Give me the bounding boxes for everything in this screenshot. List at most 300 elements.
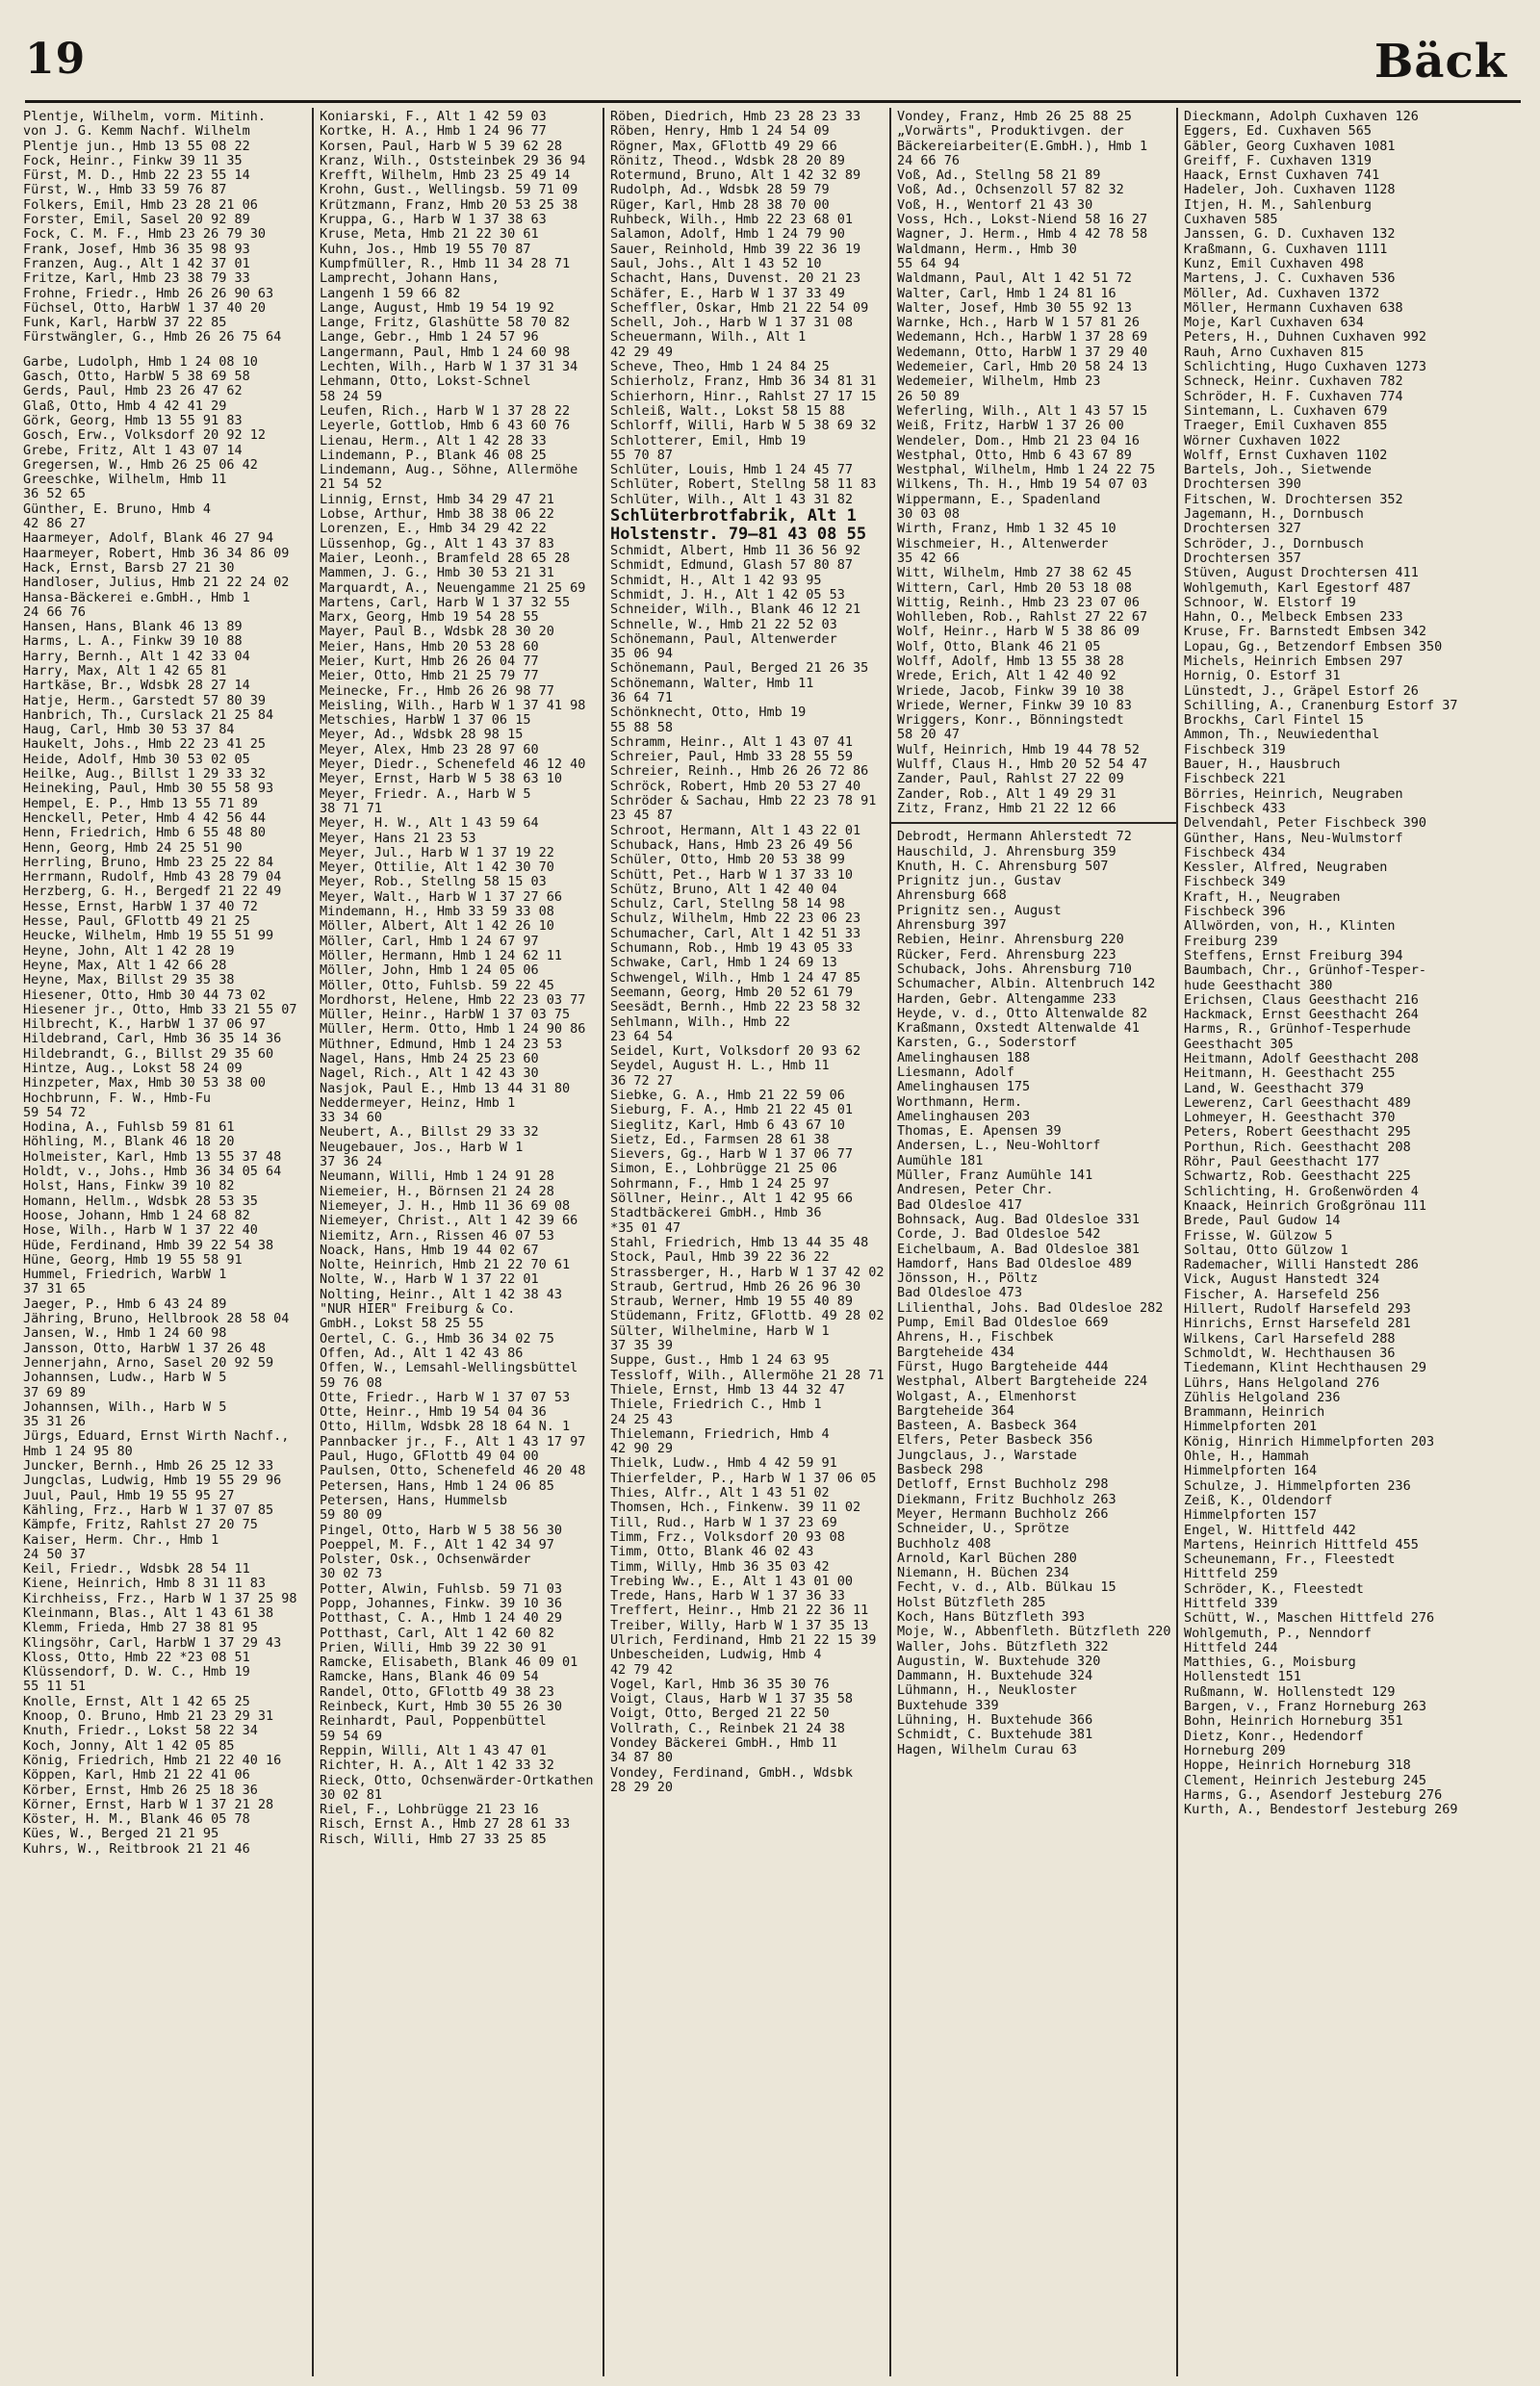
directory-entry: Offen, Ad., Alt 1 42 43 86 xyxy=(320,1346,524,1361)
directory-entry: Schröder & Sachau, Hmb 22 23 78 91 xyxy=(610,794,877,809)
directory-entry: Günther, Hans, Neu-Wulmstorf xyxy=(1184,831,1403,846)
directory-entry: Wedemeier, Wilhelm, Hmb 23 xyxy=(897,374,1101,390)
directory-entry: Hoose, Johann, Hmb 1 24 68 82 xyxy=(23,1208,250,1223)
directory-entry: Lindemann, Aug., Söhne, Allermöhe xyxy=(320,463,578,478)
directory-entry: Ulrich, Ferdinand, Hmb 21 22 15 39 xyxy=(610,1632,877,1648)
directory-entry: Ramcke, Elisabeth, Blank 46 09 01 xyxy=(320,1655,578,1671)
directory-entry: Schmoldt, W. Hechthausen 36 xyxy=(1184,1346,1396,1361)
directory-entry: Timm, Frz., Volksdorf 20 93 08 xyxy=(610,1529,845,1545)
directory-entry: Schnoor, W. Elstorf 19 xyxy=(1184,595,1356,610)
directory-entry: Wohlleben, Rob., Rahlst 27 22 67 xyxy=(897,610,1148,626)
directory-entry: Basbeck 298 xyxy=(897,1463,984,1478)
directory-entry: Nasjok, Paul E., Hmb 13 44 31 80 xyxy=(320,1081,571,1096)
directory-entry: Sieburg, F. A., Hmb 21 22 45 01 xyxy=(610,1103,853,1118)
directory-entry: Thies, Alfr., Alt 1 43 51 02 xyxy=(610,1486,830,1501)
directory-entry: Möller, Hermann Cuxhaven 638 xyxy=(1184,300,1403,316)
column-2 xyxy=(312,108,603,2376)
directory-entry: Lange, August, Hmb 19 54 19 92 xyxy=(320,300,554,316)
directory-entry: Meyer, Friedr. A., Harb W 5 xyxy=(320,786,531,802)
directory-entry: Kruse, Fr. Barnstedt Embsen 342 xyxy=(1184,625,1426,640)
directory-entry: Schäfer, E., Harb W 1 37 33 49 xyxy=(610,286,845,301)
directory-entry: Hansa-Bäckerei e.GmbH., Hmb 1 xyxy=(23,590,250,605)
directory-entry: Schuback, Johs. Ahrensburg 710 xyxy=(897,962,1132,977)
directory-entry: Potter, Alwin, Fuhlsb. 59 71 03 xyxy=(320,1581,562,1597)
directory-entry: Marquardt, A., Neuengamme 21 25 69 xyxy=(320,580,586,596)
directory-entry: Sauer, Reinhold, Hmb 39 22 36 19 xyxy=(610,242,861,257)
directory-entry: Himmelpforten 201 xyxy=(1184,1420,1318,1435)
directory-entry: Söllner, Heinr., Alt 1 42 95 66 xyxy=(610,1192,853,1207)
directory-entry: Kruse, Meta, Hmb 21 22 30 61 xyxy=(320,227,539,243)
directory-entry: Ramcke, Hans, Blank 46 09 54 xyxy=(320,1670,539,1685)
directory-entry: Hinzpeter, Max, Hmb 30 53 38 00 xyxy=(23,1076,266,1091)
directory-entry: Kranz, Wilh., Oststeinbek 29 36 94 xyxy=(320,153,586,168)
directory-entry: Homann, Hellm., Wdsbk 28 53 35 xyxy=(23,1193,258,1209)
directory-entry: Wolf, Heinr., Harb W 5 38 86 09 xyxy=(897,625,1140,640)
directory-entry: Cuxhaven 585 xyxy=(1184,213,1278,228)
directory-entry: Paul, Hugo, GFlottb 49 04 00 xyxy=(320,1450,539,1465)
directory-entry: Schröder, H. F. Cuxhaven 774 xyxy=(1184,389,1403,404)
directory-entry: Maier, Leonh., Bramfeld 28 65 28 xyxy=(320,551,571,566)
directory-entry: Greeschke, Wilhelm, Hmb 11 xyxy=(23,473,227,488)
directory-entry: Gosch, Erw., Volksdorf 20 92 12 xyxy=(23,428,266,444)
directory-entry: Kraft, H., Neugraben xyxy=(1184,889,1341,905)
directory-entry: Bad Oldesloe 473 xyxy=(897,1286,1023,1301)
directory-entry: Schramm, Heinr., Alt 1 43 07 41 xyxy=(610,734,853,750)
directory-entry: Tessloff, Wilh., Allermöhe 21 28 71 xyxy=(610,1368,885,1383)
directory-entry: Hilbrecht, K., HarbW 1 37 06 97 xyxy=(23,1017,266,1033)
directory-entry: Neumann, Willi, Hmb 1 24 91 28 xyxy=(320,1169,554,1185)
directory-entry: Erichsen, Claus Geesthacht 216 xyxy=(1184,992,1419,1008)
directory-entry: Stock, Paul, Hmb 39 22 36 22 xyxy=(610,1250,830,1266)
directory-entry: Wolf, Otto, Blank 46 21 05 xyxy=(897,639,1101,654)
directory-entry: Stahl, Friedrich, Hmb 13 44 35 48 xyxy=(610,1235,869,1250)
directory-entry: Holst Bützfleth 285 xyxy=(897,1595,1046,1610)
directory-entry: Peters, Robert Geesthacht 295 xyxy=(1184,1125,1411,1141)
directory-entry: Tiedemann, Klint Hechthausen 29 xyxy=(1184,1361,1426,1376)
directory-entry: Petersen, Hans, Hmb 1 24 06 85 xyxy=(320,1478,554,1494)
directory-entry: Wrede, Erich, Alt 1 42 40 92 xyxy=(897,669,1116,684)
directory-entry: 55 88 58 xyxy=(610,720,674,735)
directory-entry: Brockhs, Carl Fintel 15 xyxy=(1184,713,1364,729)
directory-entry: Handloser, Julius, Hmb 21 22 24 02 xyxy=(23,576,290,591)
directory-entry: Schütz, Bruno, Alt 1 42 40 04 xyxy=(610,882,837,897)
directory-entry: Thielemann, Friedrich, Hmb 4 xyxy=(610,1426,830,1442)
directory-entry: Fürstwängler, G., Hmb 26 26 75 64 xyxy=(23,330,282,346)
directory-entry: Detloff, Ernst Buchholz 298 xyxy=(897,1477,1109,1493)
directory-entry: Timm, Otto, Blank 46 02 43 xyxy=(610,1545,814,1560)
directory-entry: Wedemeier, Carl, Hmb 20 58 24 13 xyxy=(897,360,1148,375)
directory-entry: Pannbacker jr., F., Alt 1 43 17 97 xyxy=(320,1434,586,1450)
directory-entry: Schmidt, J. H., Alt 1 42 05 53 xyxy=(610,587,845,603)
directory-entry: Meier, Otto, Hmb 21 25 79 77 xyxy=(320,669,539,684)
spacer xyxy=(23,346,307,355)
directory-entry: Neubert, A., Billst 29 33 32 xyxy=(320,1125,539,1141)
directory-entry: Peters, H., Duhnen Cuxhaven 992 xyxy=(1184,330,1426,346)
directory-entry: 35 31 26 xyxy=(23,1415,87,1430)
directory-entry: Mayer, Paul B., Wdsbk 28 30 20 xyxy=(320,625,554,640)
directory-entry: Weferling, Wilh., Alt 1 43 57 15 xyxy=(897,403,1148,419)
directory-entry: Möller, Albert, Alt 1 42 26 10 xyxy=(320,919,554,935)
directory-entry: Potthast, Carl, Alt 1 42 60 82 xyxy=(320,1626,554,1641)
directory-entry: Meinecke, Fr., Hmb 26 26 98 77 xyxy=(320,683,554,699)
directory-entry: Sintemann, L. Cuxhaven 679 xyxy=(1184,403,1388,419)
directory-entry: Meyer, Rob., Stellng 58 15 03 xyxy=(320,875,547,890)
directory-entry: Sehlmann, Wilh., Hmb 22 xyxy=(610,1014,790,1030)
directory-entry: Rauh, Arno Cuxhaven 815 xyxy=(1184,345,1364,360)
directory-entry: Drochtersen 357 xyxy=(1184,551,1301,566)
directory-entry: Itjen, H. M., Sahlenburg xyxy=(1184,197,1373,213)
directory-entry: Hittfeld 259 xyxy=(1184,1567,1278,1582)
directory-entry: Straub, Werner, Hmb 19 55 40 89 xyxy=(610,1295,853,1310)
directory-entry: Saul, Johs., Alt 1 43 52 10 xyxy=(610,256,822,271)
directory-entry: Voigt, Otto, Berged 21 22 50 xyxy=(610,1706,830,1722)
directory-entry: Fischbeck 434 xyxy=(1184,845,1286,860)
directory-entry: Lilienthal, Johs. Bad Oldesloe 282 xyxy=(897,1300,1164,1316)
directory-entry: Rademacher, Willi Hanstedt 286 xyxy=(1184,1258,1419,1273)
directory-entry: Vondey, Ferdinand, GmbH., Wdsbk xyxy=(610,1765,853,1781)
directory-entry: Knuth, H. C. Ahrensburg 507 xyxy=(897,859,1109,874)
directory-entry: 36 64 71 xyxy=(610,690,674,706)
directory-entry: Geesthacht 305 xyxy=(1184,1037,1294,1052)
directory-entry: Nolte, Heinrich, Hmb 21 22 70 61 xyxy=(320,1258,571,1273)
directory-entry: Fürst, W., Hmb 33 59 76 87 xyxy=(23,183,227,198)
directory-entry: Lüssenhop, Gg., Alt 1 43 37 83 xyxy=(320,536,554,552)
directory-entry: Kraßmann, G. Cuxhaven 1111 xyxy=(1184,242,1388,257)
directory-entry: Drochtersen 327 xyxy=(1184,522,1301,537)
directory-entry: Amelinghausen 188 xyxy=(897,1050,1031,1065)
directory-entry: 55 11 51 xyxy=(23,1680,87,1695)
directory-entry: Westphal, Albert Bargteheide 224 xyxy=(897,1374,1148,1390)
directory-entry: Dietz, Konr., Hedendorf xyxy=(1184,1729,1364,1744)
directory-entry: Witt, Wilhelm, Hmb 27 38 62 45 xyxy=(897,566,1132,581)
directory-entry: Schönemann, Walter, Hmb 11 xyxy=(610,676,814,691)
directory-entry: Körner, Ernst, Harb W 1 37 21 28 xyxy=(23,1797,274,1812)
directory-entry: 30 02 73 xyxy=(320,1567,383,1582)
directory-entry: Scheffler, Oskar, Hmb 21 22 54 09 xyxy=(610,300,869,316)
directory-entry: Meyer, Jul., Harb W 1 37 19 22 xyxy=(320,845,554,860)
directory-entry: Wilkens, Th. H., Hmb 19 54 07 03 xyxy=(897,477,1148,493)
directory-entry: Haack, Ernst Cuxhaven 741 xyxy=(1184,168,1380,184)
directory-entry: Wriede, Werner, Finkw 39 10 83 xyxy=(897,698,1132,713)
directory-entry: Herrmann, Rudolf, Hmb 43 28 79 04 xyxy=(23,870,282,885)
directory-entry: Gasch, Otto, HarbW 5 38 69 58 xyxy=(23,370,250,385)
directory-entry: Heide, Adolf, Hmb 30 53 02 05 xyxy=(23,752,250,767)
directory-entry: Steffens, Ernst Freiburg 394 xyxy=(1184,948,1403,963)
directory-entry: Schröder, K., Fleestedt xyxy=(1184,1581,1364,1597)
directory-entry: Wendeler, Dom., Hmb 21 23 04 16 xyxy=(897,433,1140,449)
directory-entry: Wirth, Franz, Hmb 1 32 45 10 xyxy=(897,522,1116,537)
directory-entry: Fischbeck 319 xyxy=(1184,742,1286,757)
directory-entry: Wagner, J. Herm., Hmb 4 42 78 58 xyxy=(897,227,1148,243)
directory-entry: Kiene, Heinrich, Hmb 8 31 11 83 xyxy=(23,1577,266,1592)
directory-entry: 35 06 94 xyxy=(610,647,674,662)
directory-entry: Ahrens, H., Fischbek xyxy=(897,1330,1054,1346)
directory-entry: Hauschild, J. Ahrensburg 359 xyxy=(897,844,1116,859)
directory-entry: Schumann, Rob., Hmb 19 43 05 33 xyxy=(610,941,853,957)
directory-entry: Stüven, August Drochtersen 411 xyxy=(1184,566,1419,581)
directory-entry: Kraßmann, Oxstedt Altenwalde 41 xyxy=(897,1021,1140,1037)
directory-entry: Fock, C. M. F., Hmb 23 26 79 30 xyxy=(23,227,266,243)
directory-entry: Treffert, Heinr., Hmb 21 22 36 11 xyxy=(610,1603,869,1619)
directory-entry: Suppe, Gust., Hmb 1 24 63 95 xyxy=(610,1353,830,1369)
directory-entry: Schlorff, Willi, Harb W 5 38 69 32 xyxy=(610,419,877,434)
directory-entry: Riel, F., Lohbrügge 21 23 16 xyxy=(320,1803,539,1818)
directory-entry: 37 31 65 xyxy=(23,1282,87,1297)
directory-entry: Metschies, HarbW 1 37 06 15 xyxy=(320,713,531,729)
directory-entry: Ruhbeck, Wilh., Hmb 22 23 68 01 xyxy=(610,213,853,228)
directory-entry: Kurth, A., Bendestorf Jesteburg 269 xyxy=(1184,1803,1458,1818)
directory-entry: Traeger, Emil Cuxhaven 855 xyxy=(1184,419,1388,434)
directory-entry: Hüde, Ferdinand, Hmb 39 22 54 38 xyxy=(23,1238,274,1253)
directory-entry: Polster, Osk., Ochsenwärder xyxy=(320,1552,531,1568)
directory-entry: Henn, Georg, Hmb 24 25 51 90 xyxy=(23,840,243,856)
directory-entry: Kämpfe, Fritz, Rahlst 27 20 75 xyxy=(23,1518,258,1533)
directory-entry: Hodina, A., Fuhlsb 59 81 61 xyxy=(23,1120,235,1136)
directory-entry: Krefft, Wilhelm, Hmb 23 25 49 14 xyxy=(320,168,571,184)
directory-entry: Matthies, G., Moisburg xyxy=(1184,1655,1356,1671)
directory-entry: Meyer, Hans 21 23 53 xyxy=(320,831,476,846)
directory-entry: Hummel, Friedrich, WarbW 1 xyxy=(23,1268,227,1283)
directory-entry: Reppin, Willi, Alt 1 43 47 01 xyxy=(320,1743,547,1758)
directory-entry: Strassberger, H., Harb W 1 37 42 02 xyxy=(610,1265,885,1280)
directory-entry: Gäbler, Georg Cuxhaven 1081 xyxy=(1184,139,1396,154)
directory-entry: Thomas, E. Apensen 39 xyxy=(897,1124,1062,1140)
directory-entry: Langenh 1 59 66 82 xyxy=(320,286,461,301)
directory-entry: Bohn, Heinrich Horneburg 351 xyxy=(1184,1714,1403,1730)
directory-entry: Röhr, Paul Geesthacht 177 xyxy=(1184,1155,1380,1170)
directory-entry: Kumpfmüller, R., Hmb 11 34 28 71 xyxy=(320,256,571,271)
directory-entry: Röben, Henry, Hmb 1 24 54 09 xyxy=(610,124,830,140)
directory-entry: Hempel, E. P., Hmb 13 55 71 89 xyxy=(23,796,258,811)
directory-entry: Diekmann, Fritz Buchholz 263 xyxy=(897,1492,1116,1507)
directory-entry: Trede, Hans, Harb W 1 37 36 33 xyxy=(610,1589,845,1604)
column-1 xyxy=(21,108,312,2376)
directory-entry: Meyer, Walt., Harb W 1 37 27 66 xyxy=(320,889,562,905)
directory-entry: Simon, E., Lohbrügge 21 25 06 xyxy=(610,1162,837,1177)
directory-entry: Delvendahl, Peter Fischbeck 390 xyxy=(1184,816,1426,832)
directory-entry: Schulz, Wilhelm, Hmb 22 23 06 23 xyxy=(610,911,861,927)
directory-entry: Timm, Willy, Hmb 36 35 03 42 xyxy=(610,1559,830,1575)
directory-entry: 26 50 89 xyxy=(897,389,961,404)
directory-entry: Schlüter, Louis, Hmb 1 24 45 77 xyxy=(610,463,853,478)
directory-entry: Meisling, Wilh., Harb W 1 37 41 98 xyxy=(320,698,586,713)
directory-entry: 55 64 94 xyxy=(897,256,961,271)
directory-entry: Debrodt, Hermann Ahlerstedt 72 xyxy=(897,830,1132,845)
directory-entry: Kirchheiss, Frz., Harb W 1 37 25 98 xyxy=(23,1591,297,1606)
directory-entry: Knolle, Ernst, Alt 1 42 65 25 xyxy=(23,1694,250,1709)
directory-entry: Schröder, J., Dornbusch xyxy=(1184,536,1364,552)
directory-entry: Seydel, August H. L., Hmb 11 xyxy=(610,1059,830,1074)
directory-entry: Drochtersen 390 xyxy=(1184,477,1301,493)
directory-entry: Waldmann, Paul, Alt 1 42 51 72 xyxy=(897,271,1132,287)
directory-entry: Voß, H., Wentorf 21 43 30 xyxy=(897,197,1093,213)
directory-entry: Nagel, Hans, Hmb 24 25 23 60 xyxy=(320,1052,539,1066)
directory-entry: Schmidt, C. Buxtehude 381 xyxy=(897,1728,1093,1743)
directory-entry: Schreier, Paul, Hmb 33 28 55 59 xyxy=(610,750,853,765)
directory-entry: Fecht, v. d., Alb. Bülkau 15 xyxy=(897,1580,1116,1596)
directory-entry: Thierfelder, P., Harb W 1 37 06 05 xyxy=(610,1471,877,1486)
directory-entry: Lindemann, P., Blank 46 08 25 xyxy=(320,448,547,463)
directory-entry: Wippermann, E., Spadenland xyxy=(897,492,1101,507)
directory-entry: Bohnsack, Aug. Bad Oldesloe 331 xyxy=(897,1212,1140,1227)
directory-entry: hude Geesthacht 380 xyxy=(1184,978,1333,993)
directory-entry: 59 54 72 xyxy=(23,1105,87,1120)
directory-entry: Bargteheide 364 xyxy=(897,1403,1014,1419)
directory-entry: Hesse, Ernst, HarbW 1 37 40 72 xyxy=(23,899,258,914)
directory-entry: Bauer, H., Hausbruch xyxy=(1184,757,1341,773)
directory-entry: Heitmann, H. Geesthacht 255 xyxy=(1184,1066,1396,1082)
directory-entry: GmbH., Lokst 58 25 55 xyxy=(320,1317,484,1332)
directory-entry: Jungclas, Ludwig, Hmb 19 55 29 96 xyxy=(23,1474,282,1489)
directory-entry: Kortke, H. A., Hmb 1 24 96 77 xyxy=(320,124,547,140)
directory-entry: Walter, Carl, Hmb 1 24 81 16 xyxy=(897,286,1116,301)
directory-entry: Schlichting, Hugo Cuxhaven 1273 xyxy=(1184,360,1426,375)
directory-entry: Holst, Hans, Finkw 39 10 82 xyxy=(23,1179,235,1194)
directory-entry: 28 29 20 xyxy=(610,1780,674,1795)
directory-entry: 59 80 09 xyxy=(320,1508,383,1524)
directory-entry: Siebke, G. A., Hmb 21 22 59 06 xyxy=(610,1089,845,1103)
directory-entry: Knaack, Heinrich Großgrönau 111 xyxy=(1184,1198,1426,1214)
directory-entry: Fischbeck 396 xyxy=(1184,905,1286,920)
directory-entry: Seesädt, Bernh., Hmb 22 23 58 32 xyxy=(610,1000,861,1015)
directory-entry: Lienau, Herm., Alt 1 42 28 33 xyxy=(320,433,547,449)
directory-entry: Hackmack, Ernst Geesthacht 264 xyxy=(1184,1008,1419,1023)
directory-entry: Fritze, Karl, Hmb 23 38 79 33 xyxy=(23,271,250,287)
directory-entry: Wolff, Adolf, Hmb 13 55 38 28 xyxy=(897,654,1124,669)
directory-entry: Meyer, Ernst, Harb W 5 38 63 10 xyxy=(320,772,562,787)
directory-entry: Langermann, Paul, Hmb 1 24 60 98 xyxy=(320,345,571,360)
directory-entry: Martens, J. C. Cuxhaven 536 xyxy=(1184,271,1396,287)
directory-entry: Martens, Heinrich Hittfeld 455 xyxy=(1184,1537,1419,1552)
directory-entry: Lühning, H. Buxtehude 366 xyxy=(897,1713,1093,1729)
directory-entry: von J. G. Kemm Nachf. Wilhelm xyxy=(23,124,250,140)
directory-entry: Plentje jun., Hmb 13 55 08 22 xyxy=(23,139,250,154)
directory-entry: Folkers, Emil, Hmb 23 28 21 06 xyxy=(23,197,258,213)
directory-entry: Wischmeier, H., Altenwerder xyxy=(897,536,1109,552)
directory-entry: Bäckereiarbeiter(E.GmbH.), Hmb 1 xyxy=(897,139,1148,154)
directory-entry: Koch, Jonny, Alt 1 42 05 85 xyxy=(23,1738,235,1754)
directory-entry: Paulsen, Otto, Schenefeld 46 20 48 xyxy=(320,1464,586,1479)
directory-entry: Schulz, Carl, Stellng 58 14 98 xyxy=(610,897,845,912)
directory-entry: Hiesener, Otto, Hmb 30 44 73 02 xyxy=(23,988,266,1003)
directory-entry: Waller, Johs. Bützfleth 322 xyxy=(897,1639,1109,1655)
directory-entry: Koniarski, F., Alt 1 42 59 03 xyxy=(320,110,547,124)
directory-entry: Müthner, Edmund, Hmb 1 24 23 53 xyxy=(320,1037,562,1052)
directory-entry: Wittern, Carl, Hmb 20 53 18 08 xyxy=(897,580,1132,596)
directory-entry: Ahrensburg 397 xyxy=(897,918,1007,934)
directory-entry: Wilkens, Carl Harsefeld 288 xyxy=(1184,1331,1396,1347)
directory-entry: Mordhorst, Helene, Hmb 22 23 03 77 xyxy=(320,992,586,1008)
directory-entry: Eichelbaum, A. Bad Oldesloe 381 xyxy=(897,1242,1140,1257)
directory-entry: 24 66 76 xyxy=(23,604,87,620)
directory-entry: 42 79 42 xyxy=(610,1662,674,1678)
directory-entry: Jagemann, H., Dornbusch xyxy=(1184,507,1364,523)
directory-entry: Hintze, Aug., Lokst 58 24 09 xyxy=(23,1062,243,1076)
directory-entry: Heineking, Paul, Hmb 30 55 58 93 xyxy=(23,782,274,797)
directory-entry: Scheunemann, Fr., Fleestedt xyxy=(1184,1552,1396,1568)
directory-entry: Straub, Gertrud, Hmb 26 26 96 30 xyxy=(610,1279,861,1295)
directory-entry: Kähling, Frz., Harb W 1 37 07 85 xyxy=(23,1502,274,1518)
directory-entry: Westphal, Otto, Hmb 6 43 67 89 xyxy=(897,448,1132,463)
directory-entry: Lange, Fritz, Glashütte 58 70 82 xyxy=(320,316,571,331)
directory-entry: Till, Rud., Harb W 1 37 23 69 xyxy=(610,1515,837,1530)
directory-entry: Otte, Heinr., Hmb 19 54 04 36 xyxy=(320,1405,547,1421)
directory-entry: Kües, W., Berged 21 21 95 xyxy=(23,1827,219,1842)
directory-entry: Kessler, Alfred, Neugraben xyxy=(1184,860,1388,876)
directory-entry: Jungclaus, J., Warstade xyxy=(897,1448,1077,1463)
directory-entry: Oertel, C. G., Hmb 36 34 02 75 xyxy=(320,1331,554,1347)
directory-entry: „Vorwärts", Produktivgen. der xyxy=(897,124,1124,140)
directory-entry: Frisse, W. Gülzow 5 xyxy=(1184,1228,1333,1244)
directory-entry: Lechten, Wilh., Harb W 1 37 31 34 xyxy=(320,360,578,375)
directory-entry: Fürst, Hugo Bargteheide 444 xyxy=(897,1359,1109,1374)
directory-entry: Möller, Carl, Hmb 1 24 67 97 xyxy=(320,934,539,949)
directory-entry: Henckell, Peter, Hmb 4 42 56 44 xyxy=(23,810,266,826)
directory-entry: Andresen, Peter Chr. xyxy=(897,1183,1054,1198)
directory-entry: Neddermeyer, Heinz, Hmb 1 xyxy=(320,1095,516,1111)
directory-entry: Köster, H. M., Blank 46 05 78 xyxy=(23,1812,250,1828)
directory-entry: Forster, Emil, Sasel 20 92 89 xyxy=(23,213,250,228)
directory-entry: Hüne, Georg, Hmb 19 55 58 91 xyxy=(23,1252,243,1268)
directory-entry: Koch, Hans Bützfleth 393 xyxy=(897,1609,1086,1625)
directory-entry: Klüssendorf, D. W. C., Hmb 19 xyxy=(23,1665,250,1680)
header-rule xyxy=(25,100,1521,103)
directory-entry: 33 34 60 xyxy=(320,1111,383,1126)
directory-entry: Pingel, Otto, Harb W 5 38 56 30 xyxy=(320,1523,562,1538)
directory-entry: Basteen, A. Basbeck 364 xyxy=(897,1419,1077,1434)
directory-entry: Wittig, Reinh., Hmb 23 23 07 06 xyxy=(897,595,1140,610)
directory-entry: Rotermund, Bruno, Alt 1 42 32 89 xyxy=(610,168,861,184)
directory-entry: Klemm, Frieda, Hmb 27 38 81 95 xyxy=(23,1621,258,1636)
directory-entry: Land, W. Geesthacht 379 xyxy=(1184,1081,1364,1096)
directory-entry: Harms, L. A., Finkw 39 10 88 xyxy=(23,634,243,650)
directory-entry: Lorenzen, E., Hmb 34 29 42 22 xyxy=(320,522,547,537)
directory-entry: Herzberg, G. H., Bergedf 21 22 49 xyxy=(23,885,282,900)
directory-entry: Offen, W., Lemsahl-Wellingsbüttel xyxy=(320,1361,578,1376)
directory-entry: Krohn, Gust., Wellingsb. 59 71 09 xyxy=(320,183,578,198)
directory-entry: Heitmann, Adolf Geesthacht 208 xyxy=(1184,1052,1419,1066)
directory-entry: Wolgast, A., Elmenhorst xyxy=(897,1389,1077,1404)
directory-entry: Röben, Diedrich, Hmb 23 28 23 33 xyxy=(610,110,861,124)
directory-entry: Schlüterbrotfabrik, Alt 1 xyxy=(610,507,857,526)
directory-entry: Müller, Herm. Otto, Hmb 1 24 90 86 xyxy=(320,1022,586,1038)
directory-entry: Vick, August Hanstedt 324 xyxy=(1184,1272,1380,1288)
directory-entry: Harry, Bernh., Alt 1 42 33 04 xyxy=(23,649,250,664)
directory-entry: 36 72 27 xyxy=(610,1073,674,1089)
directory-entry: Gregersen, W., Hmb 26 25 06 42 xyxy=(23,457,258,473)
directory-entry: Schmidt, Albert, Hmb 11 36 56 92 xyxy=(610,544,861,559)
directory-entry: Karsten, G., Soderstorf xyxy=(897,1036,1077,1051)
directory-entry: 21 54 52 xyxy=(320,477,383,493)
directory-entry: König, Hinrich Himmelpforten 203 xyxy=(1184,1434,1435,1450)
directory-entry: Allwörden, von, H., Klinten xyxy=(1184,919,1396,935)
directory-entry: Fischbeck 349 xyxy=(1184,875,1286,890)
directory-entry: Fischer, A. Harsefeld 256 xyxy=(1184,1287,1380,1302)
directory-entry: Lange, Gebr., Hmb 1 24 57 96 xyxy=(320,330,539,346)
directory-entry: Engel, W. Hittfeld 442 xyxy=(1184,1523,1356,1538)
directory-entry: Henn, Friedrich, Hmb 6 55 48 80 xyxy=(23,826,266,841)
directory-entry: Kruppa, G., Harb W 1 37 38 63 xyxy=(320,213,547,228)
directory-entry: Jönsson, H., Pöltz xyxy=(897,1271,1039,1287)
directory-entry: Horneburg 209 xyxy=(1184,1743,1286,1758)
directory-entry: Schwartz, Rob. Geesthacht 225 xyxy=(1184,1169,1411,1185)
directory-entry: Elfers, Peter Basbeck 356 xyxy=(897,1433,1093,1449)
directory-entry: Görk, Georg, Hmb 13 55 91 83 xyxy=(23,413,243,428)
directory-entry: Heilke, Aug., Billst 1 29 33 32 xyxy=(23,767,266,783)
directory-entry: Sievers, Gg., Harb W 1 37 06 77 xyxy=(610,1147,853,1163)
directory-entry: 35 42 66 xyxy=(897,551,961,566)
page-number: 19 xyxy=(25,35,87,84)
